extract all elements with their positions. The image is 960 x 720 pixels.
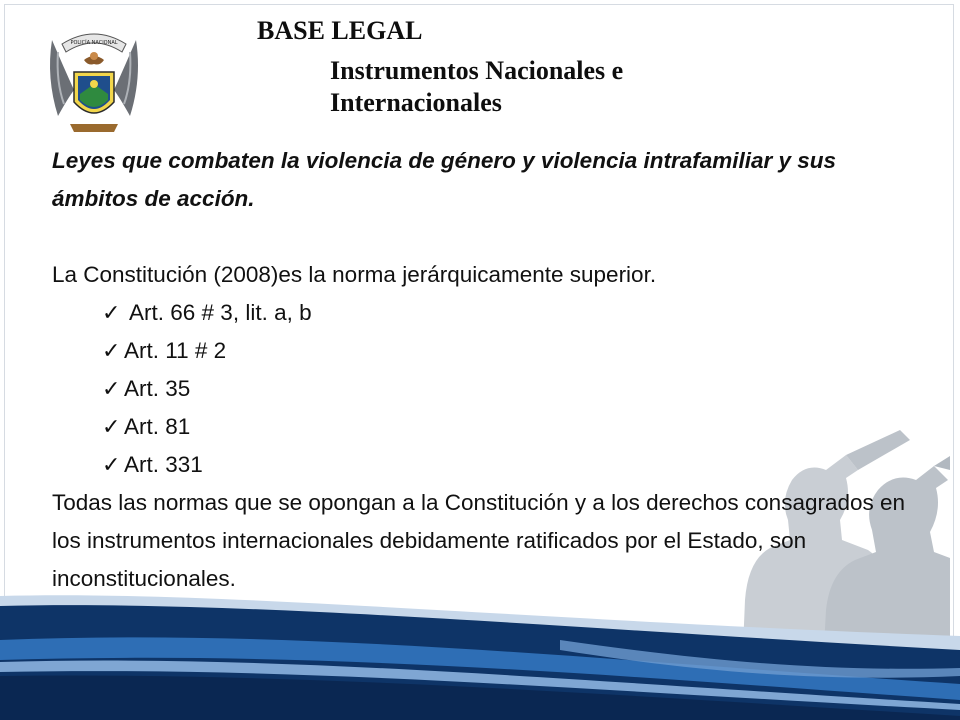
check-icon: ✓ — [102, 338, 121, 363]
article-list — [52, 294, 922, 484]
article-label: Art. 66 # 3, lit. a, b — [124, 300, 312, 325]
slide-subtitle: Instrumentos Nacionales e Internacionales — [330, 56, 624, 117]
check-icon: ✓ — [102, 300, 121, 325]
list-item — [102, 332, 922, 370]
check-icon: ✓ — [102, 376, 121, 401]
main-content — [52, 142, 922, 598]
article-label: Art. 35 — [124, 376, 191, 401]
article-label: Art. 81 — [124, 414, 191, 439]
constitution-paragraph: La Constitución (2008)es la norma jerárquicamente superior. — [52, 262, 657, 287]
list-item — [102, 408, 922, 446]
slide-title: BASE LEGAL — [257, 16, 423, 45]
lead-heading: Leyes que combaten la violencia de género y violencia intrafamiliar y sus ámbitos de acción. — [52, 148, 837, 211]
article-label: Art. 331 — [124, 452, 203, 477]
list-item — [102, 294, 922, 332]
check-icon: ✓ — [102, 452, 121, 477]
check-icon: ✓ — [102, 414, 121, 439]
list-item — [102, 370, 922, 408]
svg-text:POLICÍA NACIONAL: POLICÍA NACIONAL — [70, 40, 118, 46]
list-item — [102, 446, 922, 484]
police-emblem-icon — [44, 28, 144, 136]
article-label: Art. 11 # 2 — [124, 338, 227, 363]
closing-paragraph: Todas las normas que se opongan a la Constitución y a los derechos consagrados en los instrumentos internacionales debidamente ratificados por el Estado, son inconstitucionales. — [52, 490, 906, 591]
